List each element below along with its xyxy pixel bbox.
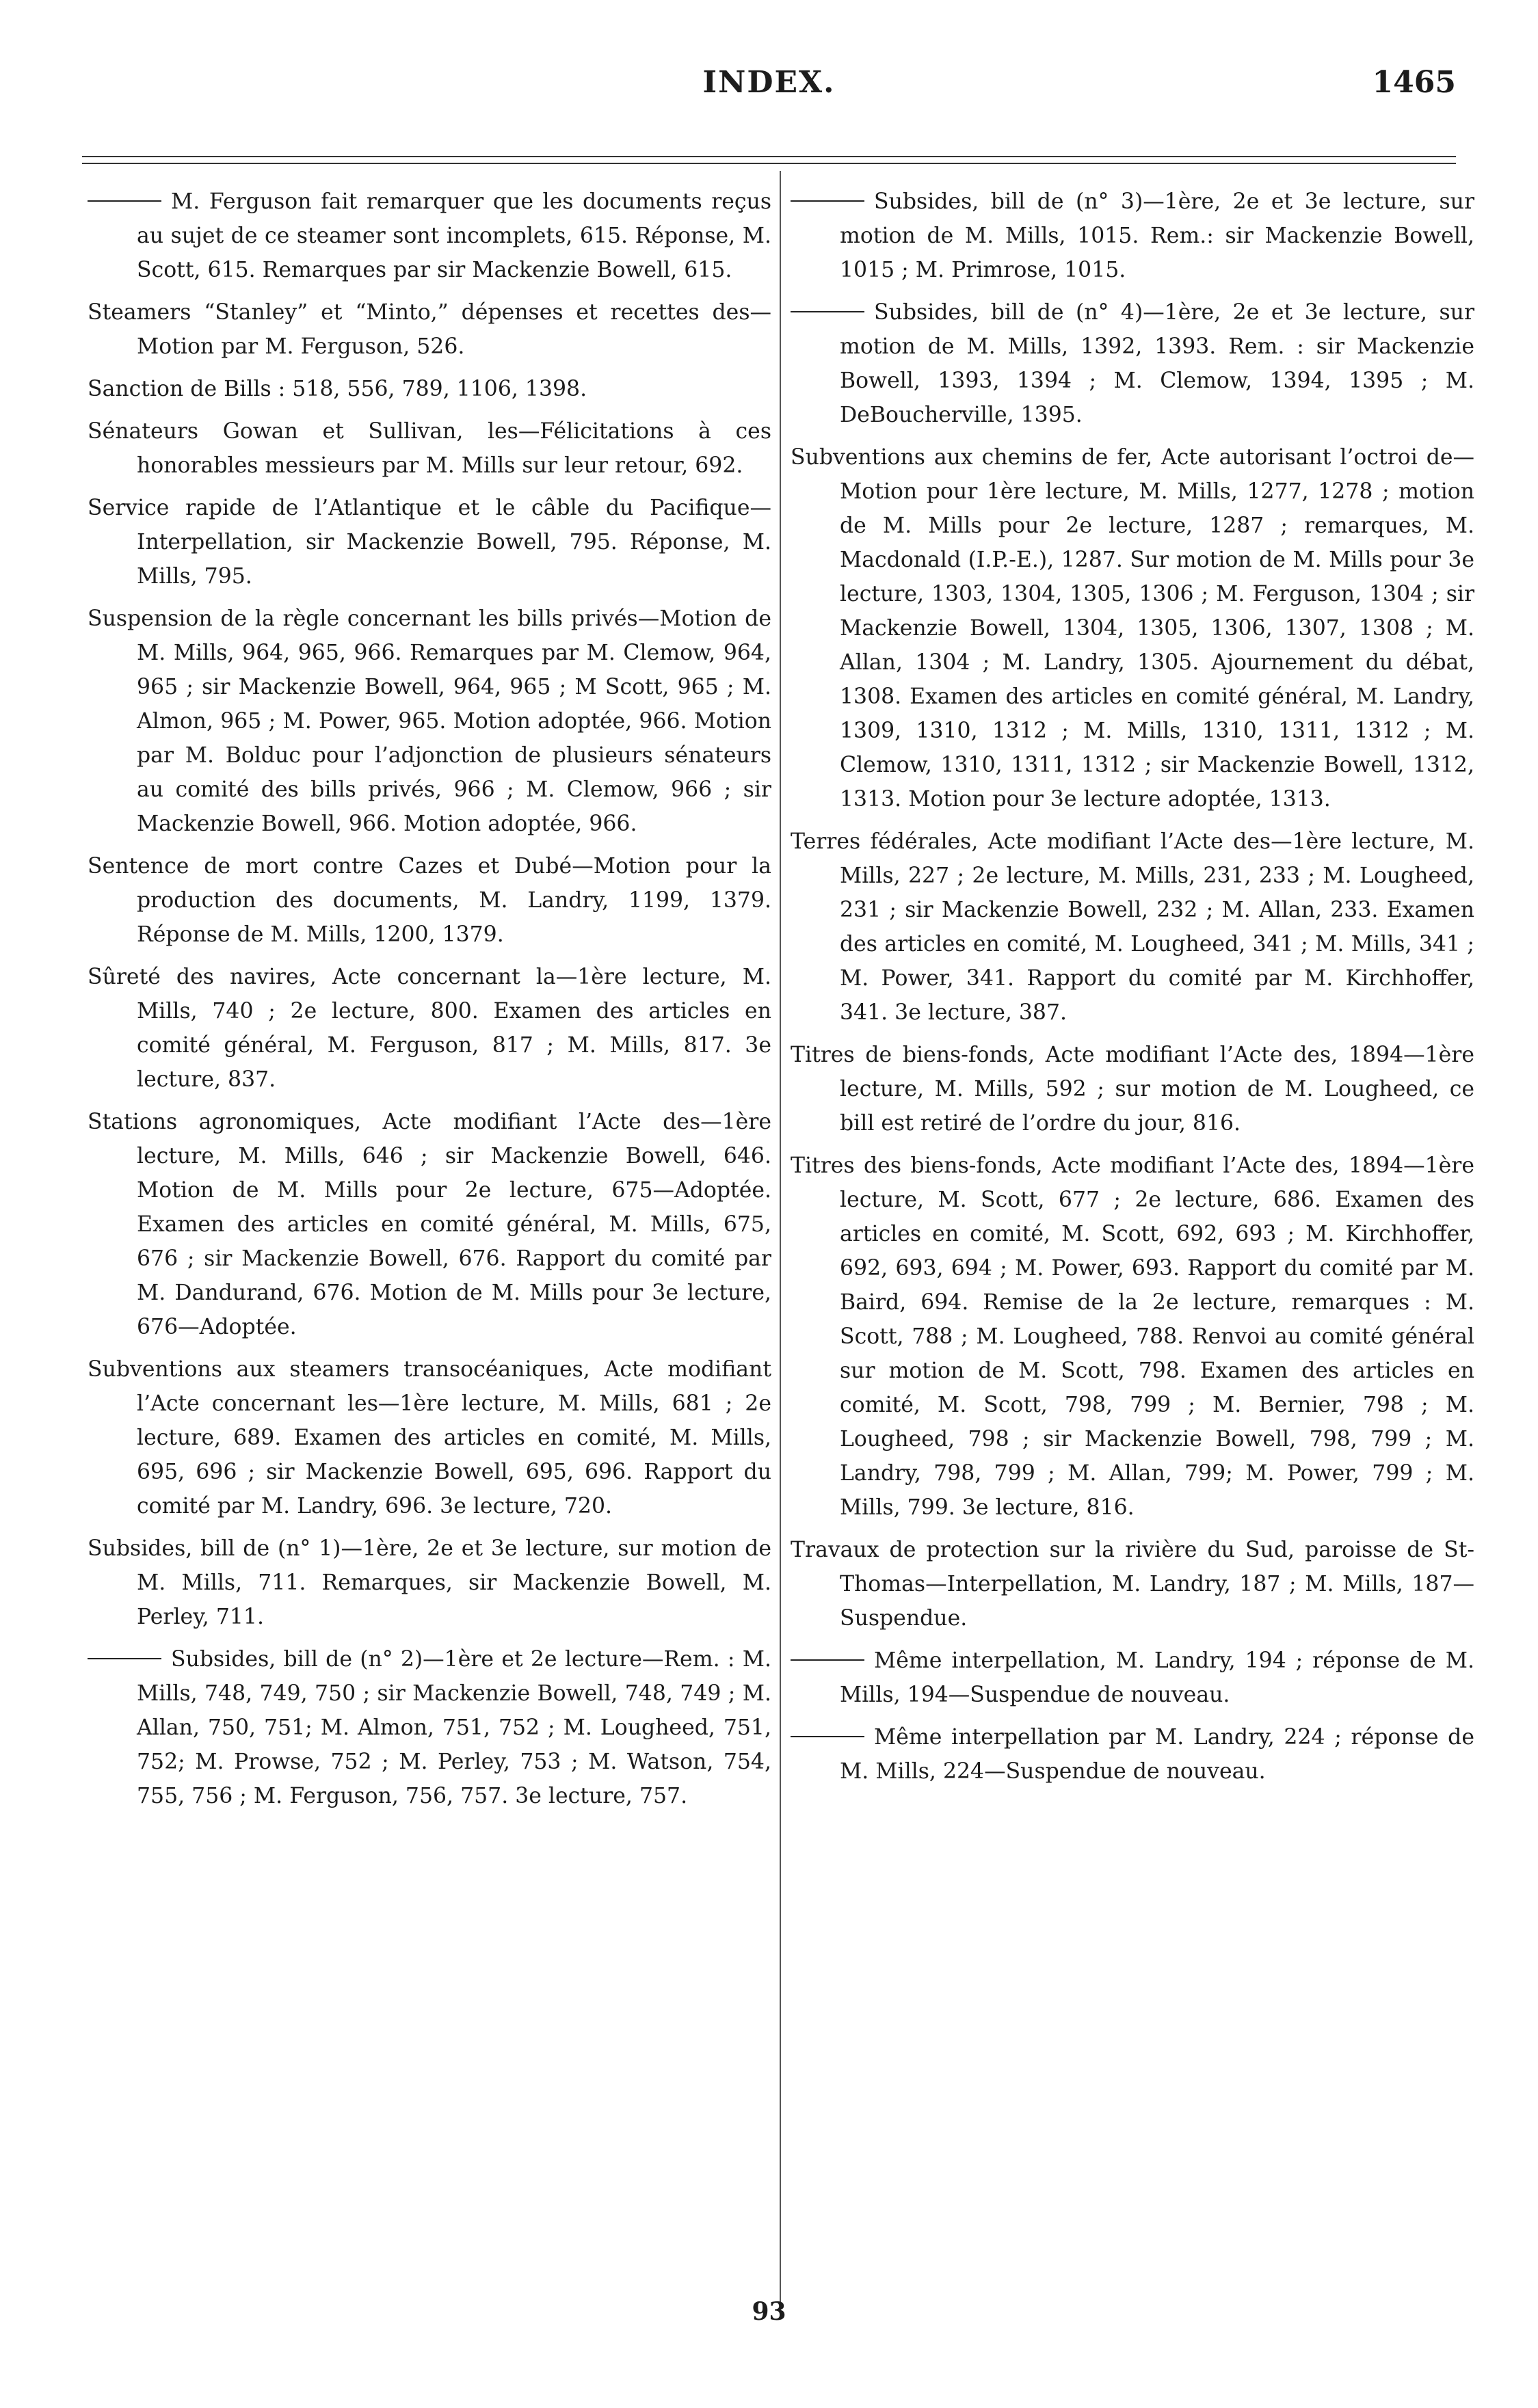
entry-text: Steamers “Stanley” et “Minto,” dépenses et recettes des—Motion par M. Ferguson, 526. — [88, 300, 771, 359]
entry-text: Sénateurs Gowan et Sullivan, les—Félicitations à ces honorables messieurs par M. Mills sur leur retour, 692. — [88, 419, 771, 478]
entry-text: Sanction de Bills : 518, 556, 789, 1106, 1398. — [88, 377, 587, 401]
index-subentry — [88, 1642, 771, 1813]
repeat-dash — [791, 1659, 864, 1661]
page-header — [0, 65, 1538, 113]
entry-text: Titres des biens-fonds, Acte modifiant l’Acte des, 1894—1ère lecture, M. Scott, 677 ; 2e lecture, 686. Examen des articles en comité, M. Scott, 692, 693 ; M. Kirchhoffer, 692, 693, 694 ; M. Power, 693. Rapport du comité par M. Baird, 694. Remise de la 2e lecture, remarques : M. Scott, 788 ; M. Lougheed, 788. Renvoi au comité général sur motion de M. Scott, 798. Examen des articles en comité, M. Scott, 798, 799 ; M. Bernier, 798 ; M. Lougheed, 798 ; sir Mackenzie Bowell, 798, 799 ; M. Landry, 798, 799 ; M. Allan, 799; M. Power, 799 ; M. Mills, 799. 3e lecture, 816. — [791, 1153, 1474, 1520]
entry-text: Même interpellation, M. Landry, 194 ; réponse de M. Mills, 194—Suspendue de nouveau. — [840, 1648, 1474, 1707]
index-entry — [88, 414, 771, 483]
entry-text: Service rapide de l’Atlantique et le câble du Pacifique—Interpellation, sir Mackenzie Bowell, 795. Réponse, M. Mills, 795. — [88, 496, 771, 589]
entry-text: Subsides, bill de (n° 3)—1ère, 2e et 3e lecture, sur motion de M. Mills, 1015. Rem.: sir Mackenzie Bowell, 1015 ; M. Primrose, 1015. — [840, 189, 1474, 282]
index-entry — [88, 1531, 771, 1634]
entry-text: M. Ferguson fait remarquer que les documents reçus au sujet de ce steamer sont incomplets, 615. Réponse, M. Scott, 615. Remarques par sir Mackenzie Bowell, 615. — [137, 189, 771, 282]
index-subentry — [791, 185, 1474, 287]
repeat-dash — [88, 1658, 161, 1659]
repeat-dash — [791, 311, 864, 312]
index-entry — [791, 825, 1474, 1030]
header-rule-top — [82, 156, 1456, 157]
index-entry — [88, 372, 771, 406]
repeat-dash — [791, 200, 864, 202]
entry-text: Stations agronomiques, Acte modifiant l’Acte des—1ère lecture, M. Mills, 646 ; sir Mackenzie Bowell, 646. Motion de M. Mills pour 2e lecture, 675—Adoptée. Examen des articles en comité général, M. Mills, 675, 676 ; sir Mackenzie Bowell, 676. Rapport du comité par M. Dandurand, 676. Motion de M. Mills pour 3e lecture, 676—Adoptée. — [88, 1110, 771, 1339]
index-entry — [88, 960, 771, 1097]
entry-text: Sûreté des navires, Acte concernant la—1ère lecture, M. Mills, 740 ; 2e lecture, 800. Examen des articles en comité général, M. Ferguson, 817 ; M. Mills, 817. 3e lecture, 837. — [88, 965, 771, 1092]
signature-marker: 93 — [752, 2297, 786, 2326]
entry-text: Subsides, bill de (n° 4)—1ère, 2e et 3e lecture, sur motion de M. Mills, 1392, 1393. Rem. : sir Mackenzie Bowell, 1393, 1394 ; M. Clemow, 1394, 1395 ; M. DeBoucherville, 1395. — [840, 300, 1474, 427]
index-entry — [88, 491, 771, 593]
entry-text: Subventions aux steamers transocéaniques, Acte modifiant l’Acte concernant les—1ère lecture, M. Mills, 681 ; 2e lecture, 689. Examen des articles en comité, M. Mills, 695, 696 ; sir Mackenzie Bowell, 695, 696. Rapport du comité par M. Landry, 696. 3e lecture, 720. — [88, 1357, 771, 1519]
index-entry — [791, 440, 1474, 816]
right-column — [791, 185, 1474, 1797]
entry-text: Subsides, bill de (n° 1)—1ère, 2e et 3e lecture, sur motion de M. Mills, 711. Remarques, sir Mackenzie Bowell, M. Perley, 711. — [88, 1536, 771, 1629]
index-entry — [88, 849, 771, 952]
entry-text: Subsides, bill de (n° 2)—1ère et 2e lecture—Rem. : M. Mills, 748, 749, 750 ; sir Mackenzie Bowell, 748, 749 ; M. Allan, 750, 751; M. Almon, 751, 752 ; M. Lougheed, 751, 752; M. Prowse, 752 ; M. Perley, 753 ; M. Watson, 754, 755, 756 ; M. Ferguson, 756, 757. 3e lecture, 757. — [137, 1647, 771, 1808]
index-entry — [88, 1352, 771, 1523]
repeat-dash — [88, 200, 161, 202]
header-rule-bottom — [82, 163, 1456, 164]
index-entry — [791, 1533, 1474, 1635]
index-entry — [88, 602, 771, 841]
index-subentry — [791, 1644, 1474, 1712]
left-column — [88, 185, 771, 1821]
index-entry — [791, 1149, 1474, 1525]
entry-text: Travaux de protection sur la rivière du Sud, paroisse de St-Thomas—Interpellation, M. Landry, 187 ; M. Mills, 187—Suspendue. — [791, 1538, 1474, 1631]
index-entry — [88, 295, 771, 364]
entry-text: Terres fédérales, Acte modifiant l’Acte des—1ère lecture, M. Mills, 227 ; 2e lecture, M. Mills, 231, 233 ; M. Lougheed, 231 ; sir Mackenzie Bowell, 232 ; M. Allan, 233. Examen des articles en comité, M. Lougheed, 341 ; M. Mills, 341 ; M. Power, 341. Rapport du comité par M. Kirchhoffer, 341. 3e lecture, 387. — [791, 829, 1474, 1025]
entry-text: Suspension de la règle concernant les bills privés—Motion de M. Mills, 964, 965, 966. Remarques par M. Clemow, 964, 965 ; sir Mackenzie Bowell, 964, 965 ; M Scott, 965 ; M. Almon, 965 ; M. Power, 965. Motion adoptée, 966. Motion par M. Bolduc pour l’adjonction de plusieurs sénateurs au comité des bills privés, 966 ; M. Clemow, 966 ; sir Mackenzie Bowell, 966. Motion adoptée, 966. — [88, 606, 771, 836]
repeat-dash — [791, 1736, 864, 1737]
page-number: 1465 — [1372, 65, 1456, 100]
index-subentry — [791, 295, 1474, 432]
page-title: INDEX. — [702, 65, 836, 100]
index-subentry — [88, 185, 771, 287]
column-divider — [780, 171, 781, 2318]
entry-text: Sentence de mort contre Cazes et Dubé—Motion pour la production des documents, M. Landry, 1199, 1379. Réponse de M. Mills, 1200, 1379. — [88, 854, 771, 947]
index-entry — [88, 1105, 771, 1344]
entry-text: Titres de biens-fonds, Acte modifiant l’Acte des, 1894—1ère lecture, M. Mills, 592 ; sur motion de M. Lougheed, ce bill est retiré de l’ordre du jour, 816. — [791, 1043, 1474, 1136]
index-subentry — [791, 1720, 1474, 1789]
index-entry — [791, 1038, 1474, 1140]
entry-text: Subventions aux chemins de fer, Acte autorisant l’octroi de—Motion pour 1ère lecture, M. Mills, 1277, 1278 ; motion de M. Mills pour 2e lecture, 1287 ; remarques, M. Macdonald (I.P.-E.), 1287. Sur motion de M. Mills pour 3e lecture, 1303, 1304, 1305, 1306 ; M. Ferguson, 1304 ; sir Mackenzie Bowell, 1304, 1305, 1306, 1307, 1308 ; M. Allan, 1304 ; M. Landry, 1305. Ajournement du débat, 1308. Examen des articles en comité général, M. Landry, 1309, 1310, 1312 ; M. Mills, 1310, 1311, 1312 ; M. Clemow, 1310, 1311, 1312 ; sir Mackenzie Bowell, 1312, 1313. Motion pour 3e lecture adoptée, 1313. — [791, 445, 1474, 812]
entry-text: Même interpellation par M. Landry, 224 ; réponse de M. Mills, 224—Suspendue de nouveau. — [840, 1725, 1474, 1784]
